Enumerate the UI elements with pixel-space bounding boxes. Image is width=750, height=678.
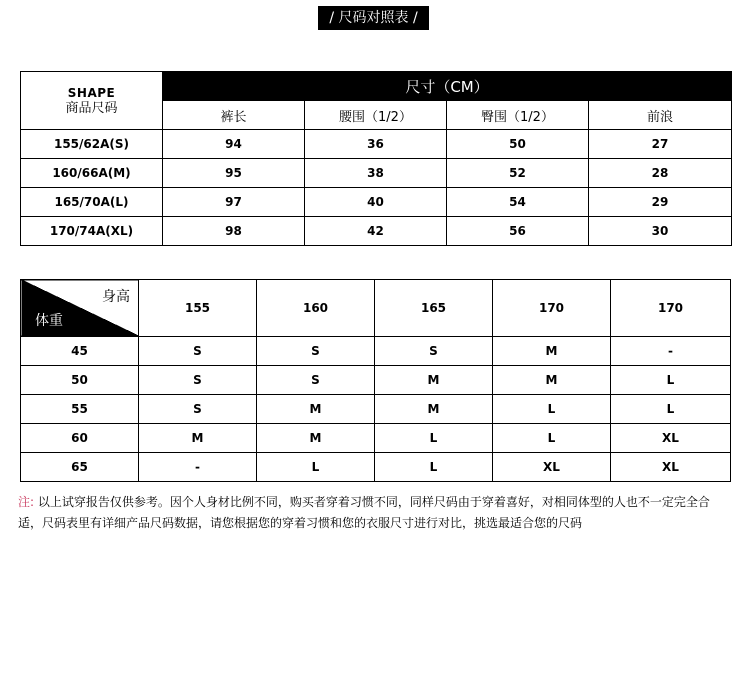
table-cell: 42	[305, 217, 447, 246]
table-row	[21, 337, 731, 366]
table-cell: L	[493, 424, 611, 453]
column-header: 腰围（1/2）	[305, 101, 447, 130]
height-header: 155	[139, 280, 257, 337]
table-row	[21, 130, 732, 159]
table-cell: M	[493, 366, 611, 395]
table-cell: 56	[447, 217, 589, 246]
column-header: 臀围（1/2）	[447, 101, 589, 130]
table-cell: L	[257, 453, 375, 482]
size-group-header: 尺寸（CM）	[163, 72, 732, 101]
size-chart-banner: / 尺码对照表 /	[318, 6, 429, 30]
table-cell: 30	[589, 217, 732, 246]
disclaimer-note	[18, 492, 732, 534]
table-cell: 38	[305, 159, 447, 188]
size-label: 160/66A(M)	[21, 159, 163, 188]
note-text: 以上试穿报告仅供参考。因个人身材比例不同，购买者穿着习惯不同，同样尺码由于穿着喜好，对相同体型的人也不一定完全合适，尺码表里有详细产品尺码数据，请您根据您的穿着习惯和您的衣服尺寸进行对比，挑选最适合您的尺码	[18, 495, 710, 530]
note-prefix: 注:	[18, 495, 35, 509]
table-cell: 94	[163, 130, 305, 159]
table-cell: M	[375, 395, 493, 424]
table-cell: 40	[305, 188, 447, 217]
table-cell: L	[375, 424, 493, 453]
weight-label: 60	[21, 424, 139, 453]
table-cell: -	[611, 337, 731, 366]
table-row	[21, 188, 732, 217]
table-cell: 50	[447, 130, 589, 159]
height-header-row	[21, 280, 731, 337]
height-axis-label: 身高	[102, 289, 130, 305]
height-header: 160	[257, 280, 375, 337]
column-header: 裤长	[163, 101, 305, 130]
size-label: 155/62A(S)	[21, 130, 163, 159]
table-cell: L	[611, 395, 731, 424]
diagonal-corner-cell	[21, 280, 139, 337]
table-cell: M	[139, 424, 257, 453]
table-row	[21, 217, 732, 246]
table-cell: S	[375, 337, 493, 366]
table-cell: L	[493, 395, 611, 424]
table-row	[21, 424, 731, 453]
table-cell: M	[257, 395, 375, 424]
table-cell: S	[257, 366, 375, 395]
table-row	[21, 159, 732, 188]
table-cell: 28	[589, 159, 732, 188]
weight-axis-label: 体重	[35, 313, 63, 329]
size-label: 170/74A(XL)	[21, 217, 163, 246]
height-header: 170	[493, 280, 611, 337]
table-cell: 27	[589, 130, 732, 159]
table-cell: M	[493, 337, 611, 366]
table-cell: 95	[163, 159, 305, 188]
table-cell: 29	[589, 188, 732, 217]
height-header: 165	[375, 280, 493, 337]
table-cell: S	[139, 366, 257, 395]
weight-label: 50	[21, 366, 139, 395]
table-cell: M	[375, 366, 493, 395]
fit-recommendation-table	[20, 279, 731, 482]
shape-header-cell	[21, 72, 163, 130]
table-cell: L	[611, 366, 731, 395]
table-cell: S	[139, 337, 257, 366]
table-cell: S	[139, 395, 257, 424]
table-cell: 98	[163, 217, 305, 246]
table-cell: M	[257, 424, 375, 453]
weight-label: 55	[21, 395, 139, 424]
table-cell: 54	[447, 188, 589, 217]
height-header: 170	[611, 280, 731, 337]
shape-label-cn: 商品尺码	[65, 100, 118, 116]
shape-label-en: SHAPE	[67, 85, 116, 100]
table-row	[21, 395, 731, 424]
table-cell: 36	[305, 130, 447, 159]
size-measurement-table	[20, 71, 732, 246]
weight-label: 65	[21, 453, 139, 482]
table-cell: 97	[163, 188, 305, 217]
table-cell: XL	[611, 424, 731, 453]
table-cell: -	[139, 453, 257, 482]
table-row	[21, 453, 731, 482]
weight-label: 45	[21, 337, 139, 366]
size-label: 165/70A(L)	[21, 188, 163, 217]
table-cell: 52	[447, 159, 589, 188]
column-header: 前浪	[589, 101, 732, 130]
table-row	[21, 366, 731, 395]
table-cell: XL	[493, 453, 611, 482]
table-cell: S	[257, 337, 375, 366]
table-cell: XL	[611, 453, 731, 482]
table-cell: L	[375, 453, 493, 482]
